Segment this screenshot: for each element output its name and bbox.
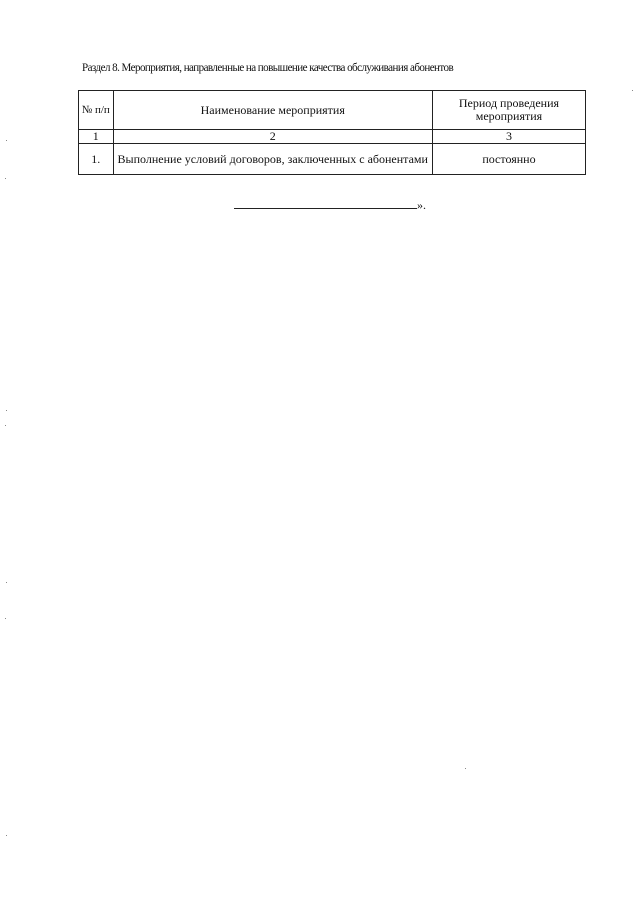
scan-speck xyxy=(6,582,7,583)
events-table xyxy=(78,90,586,175)
scan-speck xyxy=(5,425,6,426)
table-numbering-row xyxy=(79,130,586,144)
scan-speck xyxy=(6,410,7,411)
numbering-cell: 3 xyxy=(432,130,585,144)
scan-speck xyxy=(6,835,7,836)
scan-speck xyxy=(465,768,466,769)
table-header-row xyxy=(79,91,586,130)
signature-blank-line xyxy=(234,198,417,209)
closing-suffix: ». xyxy=(417,198,426,212)
header-number: № п/п xyxy=(79,91,114,130)
scan-speck xyxy=(632,90,633,91)
numbering-cell: 1 xyxy=(79,130,114,144)
row-number: 1. xyxy=(79,144,114,175)
scan-speck xyxy=(5,178,6,179)
row-period: постоянно xyxy=(432,144,585,175)
section-title: Раздел 8. Мероприятия, направленные на повышение качества обслуживания абонентов xyxy=(82,60,454,74)
table-row xyxy=(79,144,586,175)
numbering-cell: 2 xyxy=(113,130,432,144)
scan-speck xyxy=(5,618,6,619)
closing-line xyxy=(234,198,426,213)
header-period: Период проведения мероприятия xyxy=(432,91,585,130)
row-event-name: Выполнение условий договоров, заключенных с абонентами xyxy=(113,144,432,175)
header-event-name: Наименование мероприятия xyxy=(113,91,432,130)
scan-speck xyxy=(6,140,7,141)
